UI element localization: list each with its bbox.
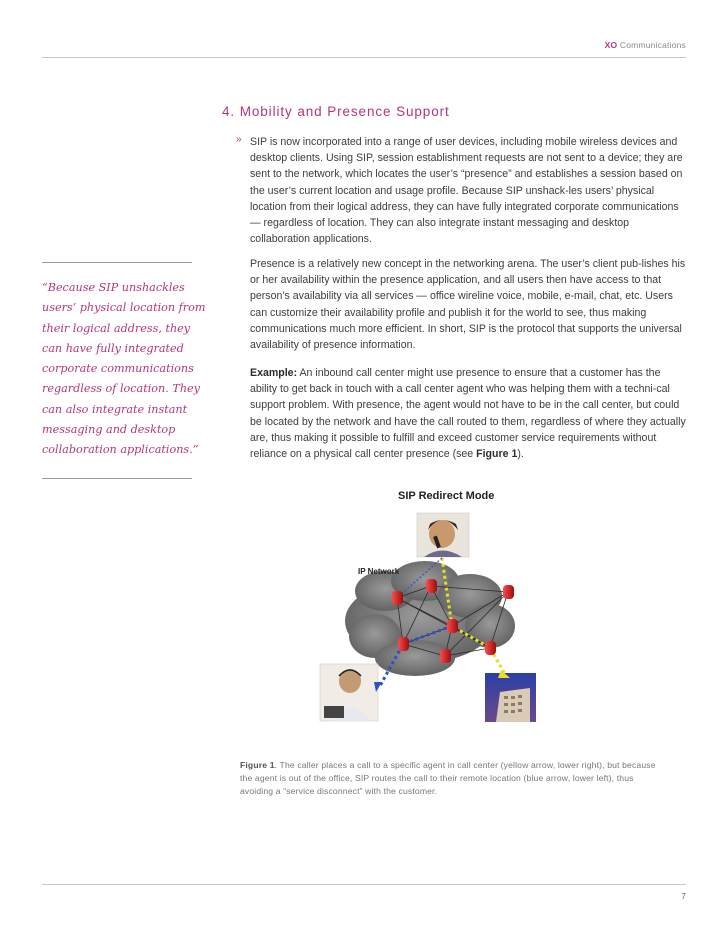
ip-network-label: IP Network [358,567,400,576]
brand-name: XO [604,40,618,50]
sip-redirect-diagram [300,486,550,736]
header-divider [42,57,686,58]
router [440,649,451,663]
router [426,579,437,593]
figure-caption [240,759,660,799]
example-label: Example: [250,367,298,379]
page-number: 7 [681,891,686,901]
router [392,591,403,605]
agent-photo [320,664,378,721]
router [398,637,409,651]
remote-office-photo [485,673,536,722]
section-title: 4. Mobility and Presence Support [222,104,450,119]
bullet-chevron-icon: » [236,134,242,145]
page-header [605,40,686,50]
figure-reference: Figure 1 [476,448,518,461]
caller-photo [417,513,469,557]
router [485,641,496,655]
example-text: An inbound call center might use presence to ensure that a customer has the ability to get back in touch with a call center agent who was helping them with a techni-cal support problem. With presence, the agent would not have to be in the call center, but could be located by the network and have the call routed to them, regardless of where they actually are, thus making it possible to fulfill and exceed customer service requirements without reliance on a physical call center presence (see [250,367,686,461]
pull-quote-rule-top [42,262,192,263]
router [447,619,458,633]
caption-text: . The caller places a call to a specific agent in call center (yellow arrow, lower right), but because the agent is out of the office, SIP routes the call to their remote location (blue arrow, lower left), thus avoiding a “service disconnect” with the customer. [240,760,656,797]
paragraph-example [250,365,688,462]
company-name: Communications [619,40,686,50]
paragraph-sip-devices: SIP is now incorporated into a range of user devices, including mobile wireless devices and desktop clients. Using SIP, session establishment requests are not sent to a device; they are sent to the network, which locates the user’s “presence” and establishes a session based on the user’s current location and usage profile. Because SIP unshack-les users’ physical location from their logical address, they can have fully integrated corporate communications — regardless of location. They can also integrate instant messaging and desktop collaboration applications. [250,136,683,246]
router [503,585,514,599]
paragraph-presence: Presence is a relatively new concept in the networking arena. The user’s client pub-lishes his or her availability within the presence application, and all users then have access to that person’s availability via all services — office wireline voice, mobile, e-mail, chat, etc. Users can customize their availability profile and publish it for the world to see, thus making communications much more efficient. In short, SIP is the protocol that supports the universal availability of presence information. [250,258,686,352]
ip-network-cloud [345,561,515,676]
caption-label: Figure 1 [240,760,275,770]
footer-divider [42,884,686,885]
pull-quote-rule-bottom [42,478,192,479]
pull-quote: “Because SIP unshackles users’ physical location from their logical address, they can have fully integrated corporate communications regardless of location. They can also integrate instant messaging and desktop collaboration applications.” [42,281,206,457]
figure-title: SIP Redirect Mode [398,490,495,502]
example-end: ). [517,448,524,461]
